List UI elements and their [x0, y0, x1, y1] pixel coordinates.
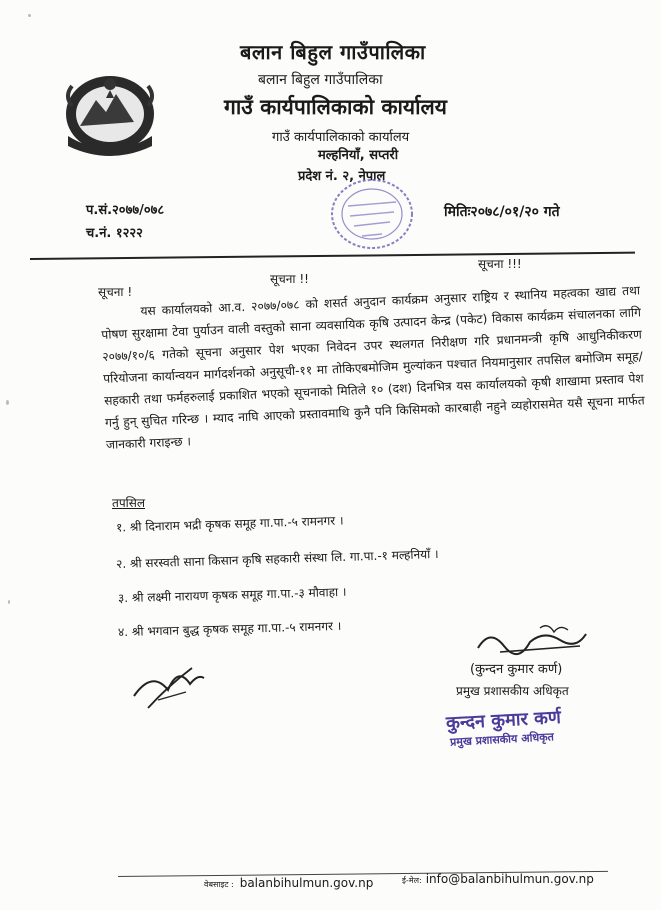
letter-date: मितिः२०७८/०१/२० गते — [444, 204, 560, 220]
website-label: वेबसाइट : — [204, 880, 234, 889]
stamp-title: प्रमुख प्रशासकीय अधिकृत — [449, 730, 555, 749]
notice-label-1: सूचना ! — [98, 285, 133, 299]
office-seal-stamp — [328, 176, 416, 252]
initial-signature-icon — [128, 656, 208, 716]
municipality-name-sub: बलान बिहुल गाउँपालिका — [258, 72, 383, 88]
notice-label-3: सूचना !!! — [478, 257, 522, 271]
scan-speck — [6, 400, 9, 405]
footer-email — [402, 872, 594, 886]
signatory-title: प्रमुख प्रशासकीय अधिकृत — [456, 684, 569, 698]
footer-website — [204, 876, 373, 890]
scan-speck — [8, 600, 10, 604]
address-line-2: प्रदेश नं. २, नेपाल — [298, 169, 386, 184]
office-name-sub: गाउँ कार्यपालिकाको कार्यालय — [272, 130, 410, 145]
nepal-emblem-icon — [58, 66, 162, 158]
notice-label-2: सूचना !! — [270, 272, 309, 286]
tapsil-item-4: ४. श्री भगवान बुद्ध कृषक समूह गा.पा.-५ रामनगर । — [117, 618, 342, 640]
stamp-name: कुन्दन कुमार कर्ण — [445, 707, 562, 734]
notice-body — [100, 279, 646, 455]
website-link[interactable]: balanbihulmun.gov.np — [239, 876, 374, 890]
address-line-1: मल्हनियाँ, सप्तरी — [318, 148, 399, 163]
email-label: ई-मेल: — [402, 876, 422, 885]
office-name: गाउँ कार्यपालिकाको कार्यालय — [224, 95, 447, 119]
officer-signature-icon — [470, 618, 590, 660]
scan-speck — [28, 14, 31, 17]
header-divider — [30, 252, 635, 260]
signatory-name: (कुन्दन कुमार कर्ण) — [470, 662, 563, 677]
tapsil-item-2: २. श्री सरस्वती साना किसान कृषि सहकारी संस्था लि. गा.पा.-१ मल्हनियाँ । — [115, 546, 439, 572]
ps-number: प.सं.२०७७/०७८ — [86, 203, 165, 218]
notice-paragraph: यस कार्यालयको आ.व. २०७७/०७८ को शसर्त अनुदान कार्यक्रम अनुसार राष्ट्रिय र स्थानिय महत्वका खाद्य तथा पोषण सुरक्षामा टेवा पुर्याउन वाली वस्तुको साना व्यवसायिक कृषि उत्पादन केन्द्र (पकेट) विकास कार्यक्रम संचालनका लागि २०७७/१०/६ गतेको सूचना अनुसार पेश भएका निवेदन उपर स्थलगत निरीक्षण गरि प्रधानमन्त्री कृषि आधुनिकीकरण परियोजना कार्यान्वयन मार्गदर्शनको अनुसूची-११ मा तोकिएबमोजिम मुल्यांकन पश्चात नियमानुसार तपसिल बमोजिम समूह/सहकारी तथा फर्महरुलाई प्रकाशित भएको सूचनाको मितिले १० (दश) दिनभित्र यस कार्यालयको कृषी शाखामा प्रस्ताव पेश गर्नु हुन् सुचित गरिन्छ । म्याद नाघि आएको प्रस्तावमाथि कुनै पनि किसिमको कारबाही नहुने व्यहोरासमेत यसै सूचना मार्फत जानकारी गराइन्छ । — [101, 283, 645, 452]
municipality-name: बलान बिहुल गाउँपालिका — [240, 40, 426, 64]
tapsil-item-1: १. श्री दिनाराम भद्री कृषक समूह गा.पा.-५ रामनगर । — [115, 513, 344, 535]
tapsil-heading: तपसिल — [112, 496, 146, 510]
chalani-number: च.नं. १२२२ — [86, 226, 143, 241]
email-link[interactable]: info@balanbihulmun.gov.np — [425, 872, 594, 886]
tapsil-item-3: ३. श्री लक्ष्मी नारायण कृषक समूह गा.पा.-३ मौवाहा । — [117, 584, 347, 606]
